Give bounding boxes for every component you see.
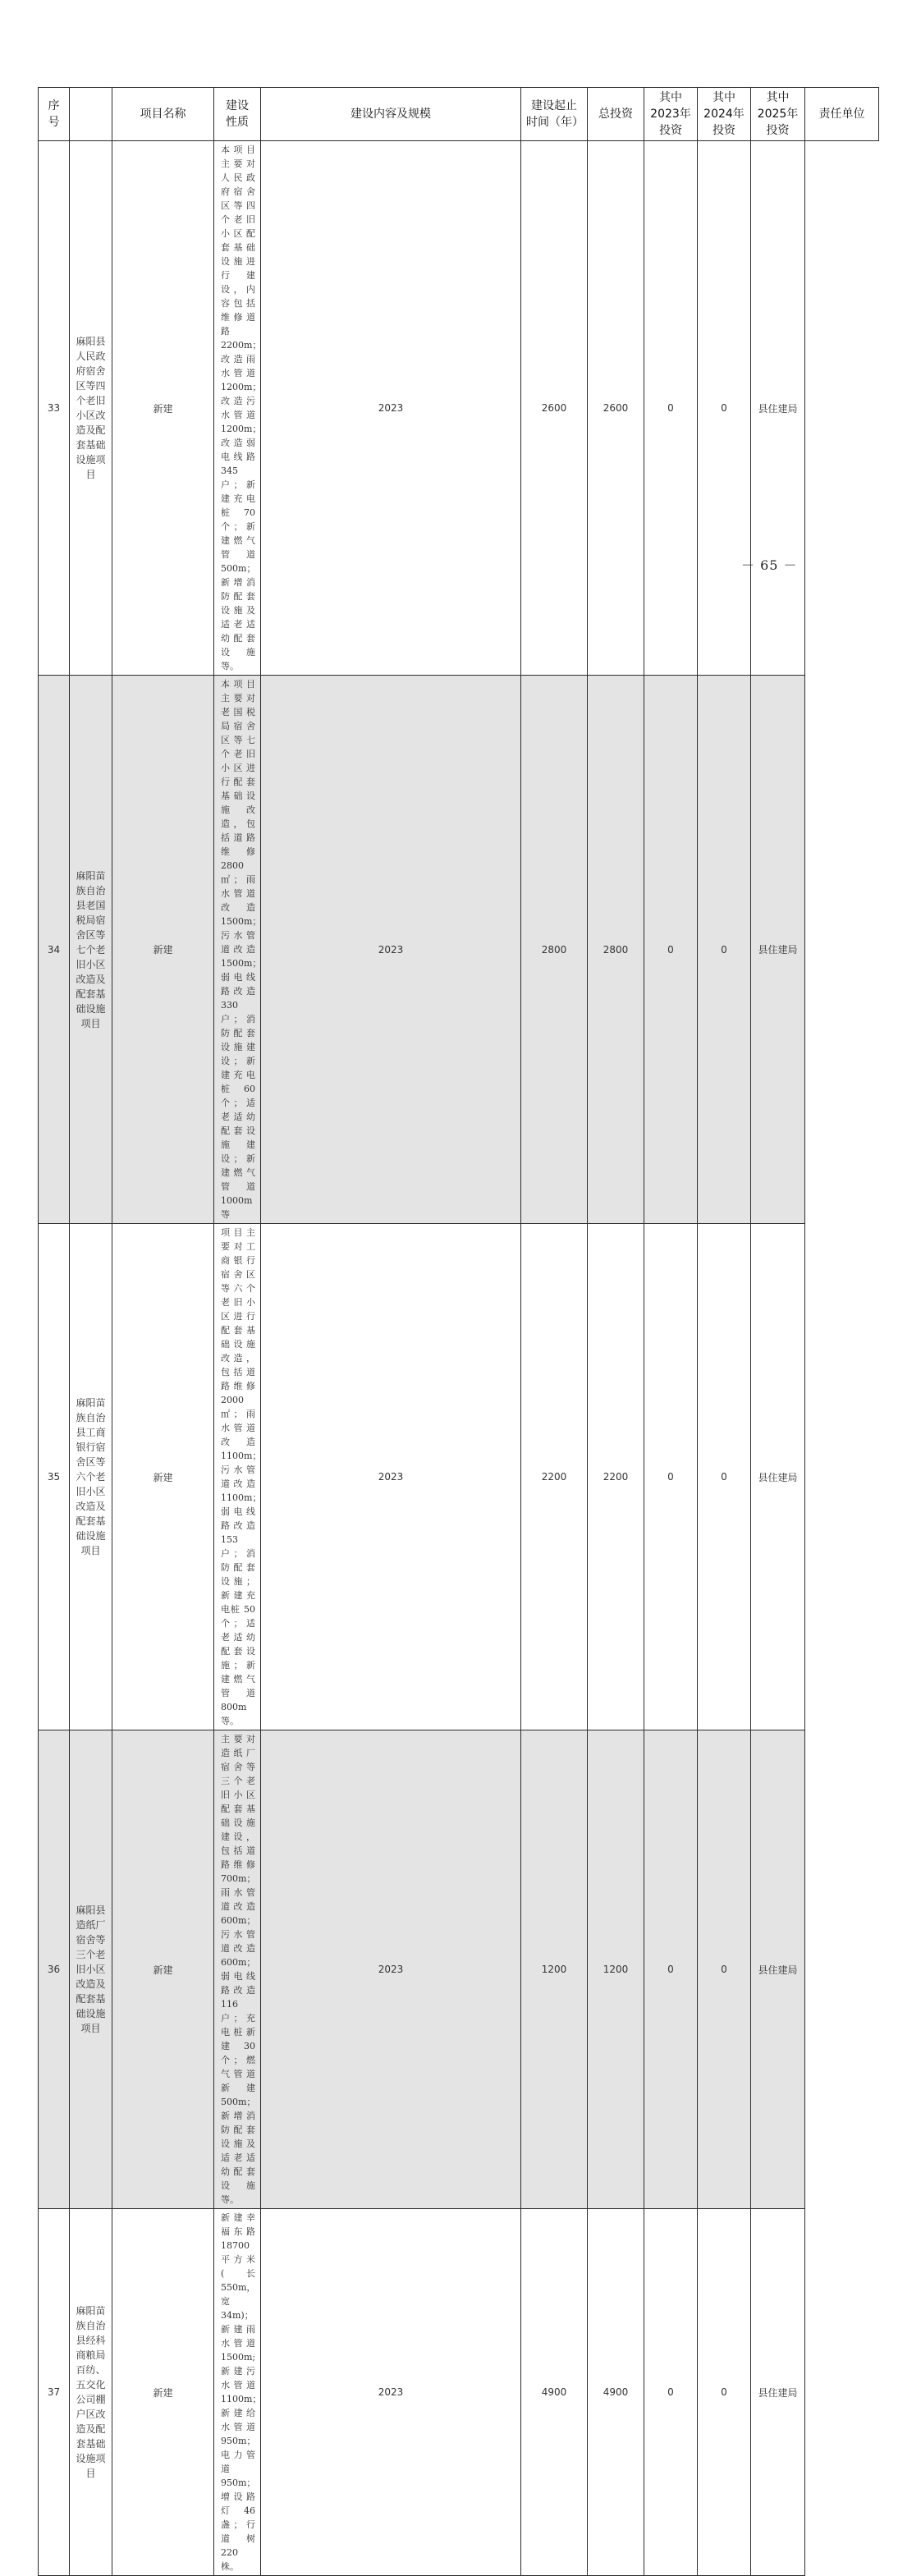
row-inv2024: 0 <box>644 676 698 1224</box>
row-seq: 33 <box>39 141 70 676</box>
row-inv2024: 0 <box>644 2209 698 2576</box>
header-nature: 建设性质 <box>214 88 261 141</box>
row-period: 2023 <box>261 2209 521 2576</box>
header-seq: 序号 <box>39 88 70 141</box>
table-row <box>39 141 879 676</box>
row-inv2025: 0 <box>698 141 751 676</box>
header-unit: 责任单位 <box>805 88 879 141</box>
row-nature: 新建 <box>112 2209 214 2576</box>
row-inv2023: 4900 <box>588 2209 644 2576</box>
row-inv2024: 0 <box>644 1730 698 2209</box>
row-project-name: 麻阳县造纸厂宿舍等三个老旧小区改造及配套基础设施项目 <box>70 1730 112 2209</box>
header-period: 建设起止时间（年） <box>521 88 588 141</box>
row-project-name: 麻阳苗族自治县老国税局宿舍区等七个老旧小区改造及配套基础设施项目 <box>70 676 112 1224</box>
row-unit: 县住建局 <box>751 1730 805 2209</box>
table-row <box>39 1730 879 2209</box>
row-period: 2023 <box>261 676 521 1224</box>
row-unit: 县住建局 <box>751 1224 805 1730</box>
header-inv2025: 其中2025年投资 <box>751 88 805 141</box>
row-total: 1200 <box>521 1730 588 2209</box>
row-total: 2600 <box>521 141 588 676</box>
page-number: － 65 － <box>741 557 798 573</box>
row-period: 2023 <box>261 1224 521 1730</box>
row-nature: 新建 <box>112 1730 214 2209</box>
row-inv2024: 0 <box>644 1224 698 1730</box>
row-inv2023: 2800 <box>588 676 644 1224</box>
header-row <box>39 88 879 141</box>
header-total: 总投资 <box>588 88 644 141</box>
row-inv2023: 2200 <box>588 1224 644 1730</box>
table-row <box>39 1224 879 1730</box>
header-content: 建设内容及规模 <box>261 88 521 141</box>
row-project-name: 麻阳苗族自治县经科商粮局百纺、五交化公司棚户区改造及配套基础设施项目 <box>70 2209 112 2576</box>
row-content: 项目主要对工商银行宿舍区等六个老旧小区进行配套基础设施改造，包括道路维修 2000 ㎡；雨水管道改造 1100m；污水管道改造 1100m；弱电线路改造 153 户；消防配套设施；新建充电桩 50 个；适老适幼配套设施；新建燃气管道 800m 等。 <box>214 1224 261 1730</box>
project-table <box>38 87 879 2576</box>
row-seq: 34 <box>39 676 70 1224</box>
table-row <box>39 676 879 1224</box>
row-inv2025: 0 <box>698 1224 751 1730</box>
row-content: 本项目主要对老国税局宿舍区等七个老旧小区进行配套基础设施改造，包括道路维修 2800 ㎡；雨水管道改造 1500m；污水管道改造 1500m；弱电线路改造 330 户；消防配套设施建设；新建充电桩 60 个；适老适幼配套设施建设；新建燃气管道 1000m 等 <box>214 676 261 1224</box>
row-project-name: 麻阳苗族自治县工商银行宿舍区等六个老旧小区改造及配套基础设施项目 <box>70 1224 112 1730</box>
row-total: 4900 <box>521 2209 588 2576</box>
row-inv2023: 2600 <box>588 141 644 676</box>
header-inv2023: 其中2023年投资 <box>644 88 698 141</box>
row-unit: 县住建局 <box>751 141 805 676</box>
row-inv2025: 0 <box>698 1730 751 2209</box>
row-period: 2023 <box>261 141 521 676</box>
blank-column <box>70 88 112 141</box>
row-content: 新建幸福东路 18700 平方米(长 550m，宽 34m)；新建雨水管道 1500m;新建污水管道 1100m；新建给水管道 950m；电力管道 950m；增设路灯 46 盏；行道树 220 株。 <box>214 2209 261 2576</box>
header-inv2024: 其中2024年投资 <box>698 88 751 141</box>
row-inv2023: 1200 <box>588 1730 644 2209</box>
row-total: 2800 <box>521 676 588 1224</box>
row-inv2025: 0 <box>698 676 751 1224</box>
row-content: 本项目主要对人民政府宿舍区等四个老旧小区配套基础设施进行建设，内容包括维修道路 2200m；改造雨水管道 1200m；改造污水管道 1200m；改造弱电线路 345 户；新建充电桩 70 个；新建燃气管道 500m；新增消防配套设施及适老适幼配套设施等。 <box>214 141 261 676</box>
row-nature: 新建 <box>112 676 214 1224</box>
row-seq: 35 <box>39 1224 70 1730</box>
table-row <box>39 2209 879 2576</box>
row-inv2024: 0 <box>644 141 698 676</box>
row-seq: 36 <box>39 1730 70 2209</box>
row-project-name: 麻阳县人民政府宿舍区等四个老旧小区改造及配套基础设施项目 <box>70 141 112 676</box>
row-inv2025: 0 <box>698 2209 751 2576</box>
row-period: 2023 <box>261 1730 521 2209</box>
row-seq: 37 <box>39 2209 70 2576</box>
row-unit: 县住建局 <box>751 676 805 1224</box>
row-nature: 新建 <box>112 1224 214 1730</box>
row-total: 2200 <box>521 1224 588 1730</box>
header-name: 项目名称 <box>112 88 214 141</box>
row-nature: 新建 <box>112 141 214 676</box>
row-unit: 县住建局 <box>751 2209 805 2576</box>
row-content: 主要对造纸厂宿舍等三个老旧小区配套基础设施建设，包括道路维修 700m；雨水管道改造 600m；污水管道改造 600m；弱电线路改造 116 户；充电桩新建 30 个；燃气管道新建 500m；新增消防配套设施及适老适幼配套设施等。 <box>214 1730 261 2209</box>
